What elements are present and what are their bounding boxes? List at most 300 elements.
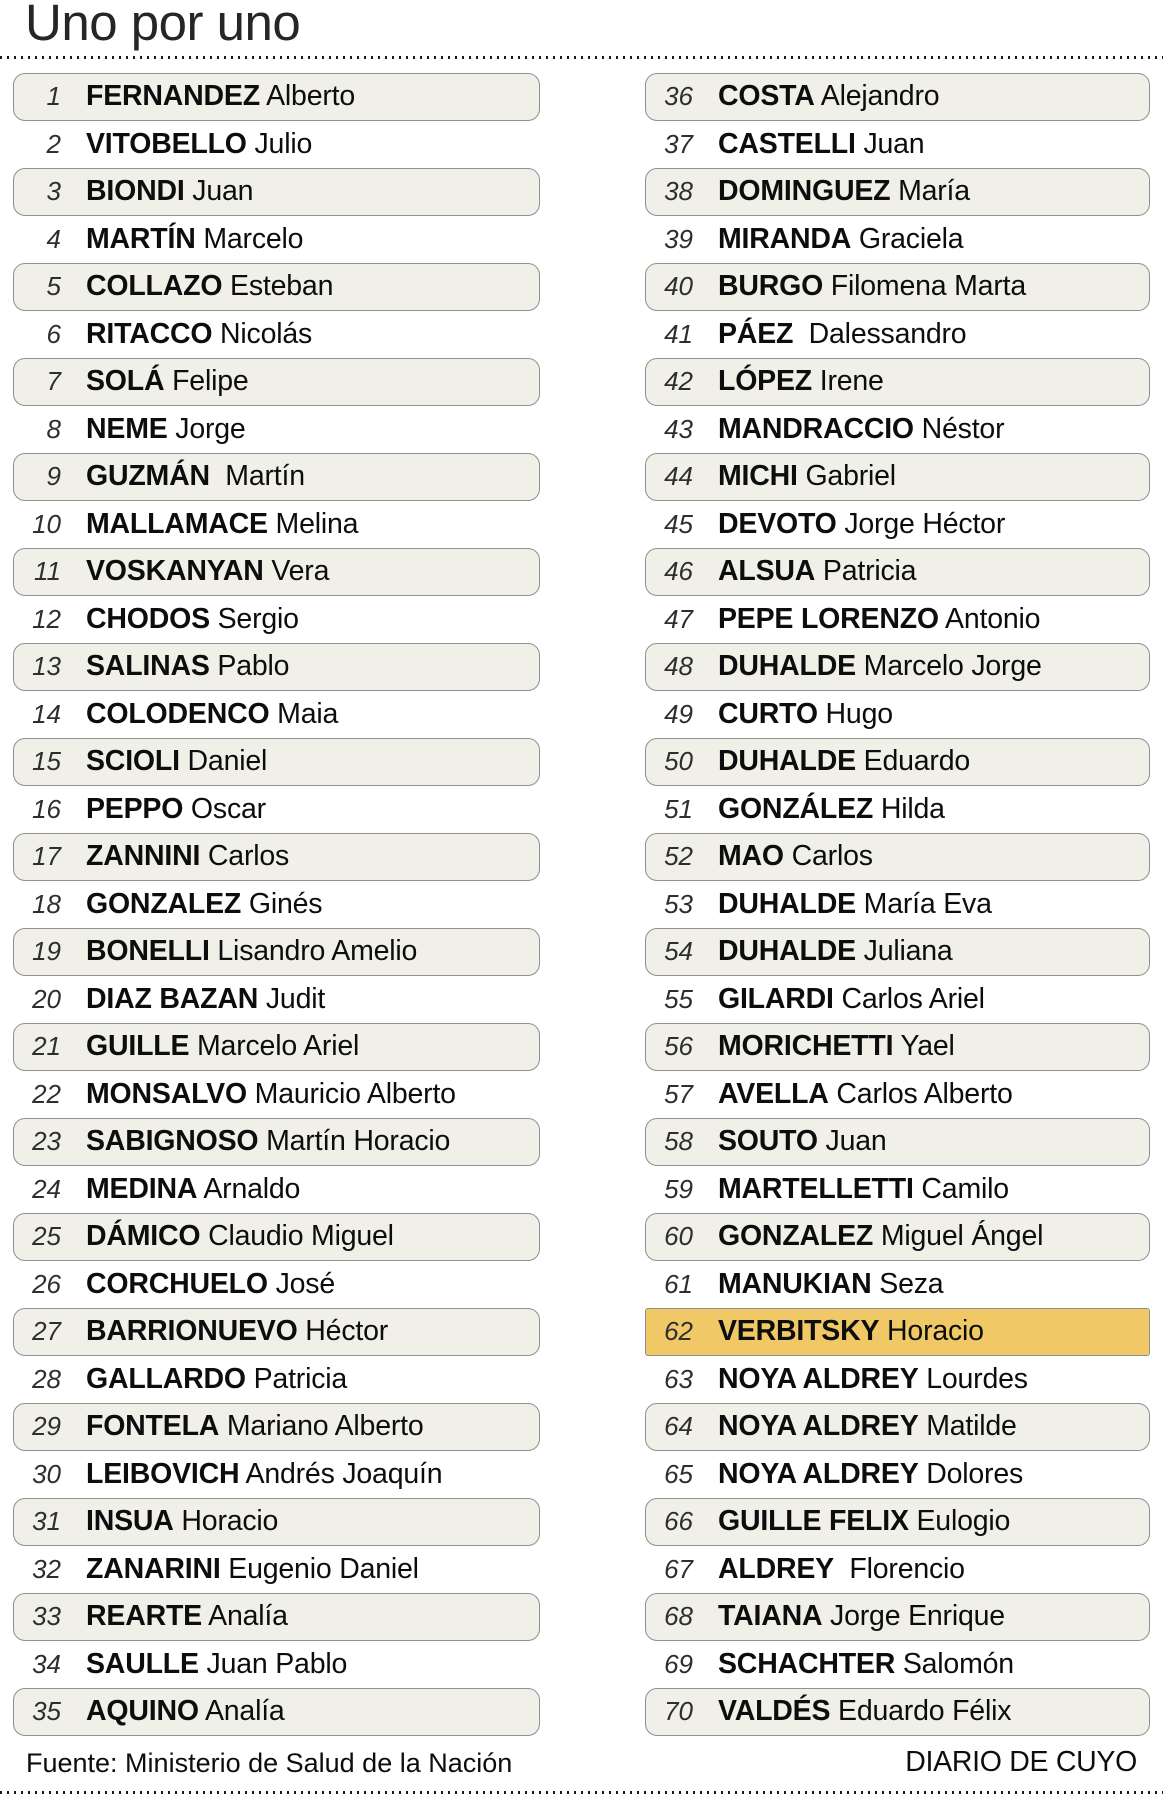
surname: COSTA <box>718 80 815 113</box>
person-name <box>718 935 953 968</box>
person-name <box>86 270 333 303</box>
given-name: Juan <box>817 1125 887 1158</box>
list-item <box>13 548 540 596</box>
rank-number: 40 <box>664 271 693 302</box>
rank-number: 13 <box>32 651 61 682</box>
list-item <box>645 453 1150 501</box>
given-name: Felipe <box>164 365 249 398</box>
surname: NOYA ALDREY <box>718 1410 919 1443</box>
given-name: Patricia <box>815 555 917 588</box>
rank-number: 18 <box>32 888 61 919</box>
list-item <box>645 1071 1150 1119</box>
surname: NOYA ALDREY <box>718 1457 919 1490</box>
given-name: Yael <box>893 1030 955 1063</box>
given-name: María Eva <box>855 887 992 920</box>
list-item <box>645 976 1150 1024</box>
person-name <box>86 1410 424 1443</box>
person-name <box>86 603 299 636</box>
surname: MAO <box>718 840 784 873</box>
rank-number: 1 <box>46 81 61 112</box>
list-item <box>645 1023 1150 1071</box>
person-name <box>718 983 985 1016</box>
list-item <box>13 786 540 834</box>
rank-number: 57 <box>664 1078 693 1109</box>
person-name <box>718 1553 965 1586</box>
surname: MIRANDA <box>718 222 852 255</box>
list-column-left <box>13 73 540 1736</box>
given-name: Graciela <box>851 222 964 255</box>
list-item <box>13 168 540 216</box>
surname: RITACCO <box>86 317 213 350</box>
rank-number: 26 <box>32 1268 61 1299</box>
surname: DÁMICO <box>86 1220 201 1253</box>
surname: GILARDI <box>718 982 834 1015</box>
rank-number: 42 <box>664 366 693 397</box>
list-item <box>645 406 1150 454</box>
given-name: Hugo <box>817 697 893 730</box>
list-item <box>645 1118 1150 1166</box>
surname: GONZALEZ <box>86 887 242 920</box>
list-item <box>13 1688 540 1736</box>
person-name <box>718 888 992 921</box>
rank-number: 59 <box>664 1173 693 1204</box>
list-item <box>645 1213 1150 1261</box>
surname: COLODENCO <box>86 697 270 730</box>
person-name <box>718 223 963 256</box>
rank-number: 15 <box>32 746 61 777</box>
list-item <box>13 1071 540 1119</box>
rank-number: 28 <box>32 1363 61 1394</box>
person-name <box>86 1173 300 1206</box>
given-name: Esteban <box>222 270 334 303</box>
surname: ZANARINI <box>86 1552 221 1585</box>
person-name <box>86 983 325 1016</box>
given-name: Marcelo Ariel <box>189 1030 360 1063</box>
rank-number: 39 <box>664 223 693 254</box>
surname: DUHALDE <box>718 935 856 968</box>
given-name: Ginés <box>241 887 323 920</box>
given-name: Alberto <box>259 80 355 113</box>
given-name: Eduardo <box>855 745 971 778</box>
person-name <box>718 365 884 398</box>
given-name: Juan <box>855 127 925 160</box>
person-name <box>86 555 329 588</box>
list-item <box>645 1356 1150 1404</box>
list-item <box>645 501 1150 549</box>
person-name <box>718 1695 1011 1728</box>
person-name <box>718 1648 1014 1681</box>
surname: GUILLE <box>86 1030 190 1063</box>
person-name <box>718 745 970 778</box>
given-name: Carlos <box>200 840 290 873</box>
list-item <box>13 1166 540 1214</box>
surname: GALLARDO <box>86 1362 246 1395</box>
given-name: Lourdes <box>918 1362 1028 1395</box>
source-credit: Fuente: Ministerio de Salud de la Nación <box>26 1748 513 1778</box>
dotted-rule-bottom <box>0 1791 1163 1794</box>
surname: AVELLA <box>718 1077 829 1110</box>
list-item <box>645 1261 1150 1309</box>
given-name: María <box>890 175 970 208</box>
list-item <box>13 1261 540 1309</box>
rank-number: 23 <box>32 1126 61 1157</box>
given-name: Claudio Miguel <box>200 1220 394 1253</box>
rank-number: 36 <box>664 81 693 112</box>
dotted-rule-top <box>0 56 1163 59</box>
given-name: José <box>267 1267 335 1300</box>
rank-number: 47 <box>664 603 693 634</box>
publisher-credit: DIARIO DE CUYO <box>905 1746 1137 1778</box>
given-name: Marcelo <box>195 222 304 255</box>
surname: NEME <box>86 412 168 445</box>
surname: AQUINO <box>86 1695 199 1728</box>
person-name <box>86 223 303 256</box>
given-name: Filomena Marta <box>823 270 1026 303</box>
list-item <box>13 501 540 549</box>
given-name: Dalessandro <box>793 317 967 350</box>
person-name <box>86 1125 450 1158</box>
person-name <box>718 793 945 826</box>
given-name: Seza <box>871 1267 944 1300</box>
list-item <box>645 691 1150 739</box>
person-name <box>718 1600 1005 1633</box>
list-item <box>645 358 1150 406</box>
list-item <box>645 1641 1150 1689</box>
rank-number: 66 <box>664 1506 693 1537</box>
list-item <box>13 1023 540 1071</box>
surname: MARTÍN <box>86 222 196 255</box>
list-item <box>13 263 540 311</box>
given-name: Vera <box>263 555 330 588</box>
given-name: Juliana <box>855 935 953 968</box>
given-name: Jorge <box>167 412 246 445</box>
rank-number: 6 <box>46 318 61 349</box>
list-item <box>13 1498 540 1546</box>
list-item <box>645 311 1150 359</box>
given-name: Nicolás <box>212 317 313 350</box>
rank-number: 58 <box>664 1126 693 1157</box>
rank-number: 54 <box>664 936 693 967</box>
rank-number: 56 <box>664 1031 693 1062</box>
surname: CASTELLI <box>718 127 856 160</box>
list-item <box>645 121 1150 169</box>
surname: VALDÉS <box>718 1695 831 1728</box>
person-name <box>86 128 312 161</box>
list-item <box>645 168 1150 216</box>
given-name: Melina <box>267 507 359 540</box>
surname: LÓPEZ <box>718 365 813 398</box>
given-name: Carlos <box>783 840 873 873</box>
surname: GUILLE FELIX <box>718 1505 909 1538</box>
list-item <box>13 1403 540 1451</box>
list-item <box>645 73 1150 121</box>
surname: CORCHUELO <box>86 1267 268 1300</box>
surname: SOUTO <box>718 1125 818 1158</box>
list-item <box>13 216 540 264</box>
surname: PEPE LORENZO <box>718 602 939 635</box>
rank-number: 2 <box>46 128 61 159</box>
given-name: Maia <box>269 697 339 730</box>
person-name <box>86 793 266 826</box>
rank-number: 53 <box>664 888 693 919</box>
person-name <box>86 175 253 208</box>
person-name <box>86 80 355 113</box>
given-name: Héctor <box>297 1315 389 1348</box>
given-name: Gabriel <box>797 460 896 493</box>
person-name <box>86 1458 442 1491</box>
given-name: Daniel <box>179 745 268 778</box>
given-name: Eulogio <box>908 1505 1011 1538</box>
surname: CURTO <box>718 697 818 730</box>
given-name: Martín Horacio <box>258 1125 451 1158</box>
rank-number: 9 <box>46 461 61 492</box>
surname: VITOBELLO <box>86 127 247 160</box>
rank-number: 35 <box>32 1696 61 1727</box>
given-name: Horacio <box>879 1315 984 1348</box>
rank-number: 33 <box>32 1601 61 1632</box>
surname: BONELLI <box>86 935 210 968</box>
list-item <box>13 596 540 644</box>
list-item-highlighted <box>645 1308 1150 1356</box>
rank-number: 21 <box>32 1031 61 1062</box>
rank-number: 55 <box>664 983 693 1014</box>
given-name: Salomón <box>895 1647 1014 1680</box>
rank-number: 10 <box>32 508 61 539</box>
person-name <box>86 460 305 493</box>
surname: MARTELLETTI <box>718 1172 914 1205</box>
surname: CHODOS <box>86 602 210 635</box>
given-name: Juan <box>184 175 254 208</box>
list-item <box>645 1166 1150 1214</box>
surname: MANUKIAN <box>718 1267 872 1300</box>
list-item <box>13 643 540 691</box>
given-name: Judit <box>258 982 326 1015</box>
surname: DUHALDE <box>718 745 856 778</box>
list-item <box>13 738 540 786</box>
list-item <box>645 1688 1150 1736</box>
list-item <box>645 1593 1150 1641</box>
surname: ZANNINI <box>86 840 201 873</box>
surname: ALDREY <box>718 1552 834 1585</box>
person-name <box>718 603 1040 636</box>
surname: TAIANA <box>718 1600 823 1633</box>
list-item <box>645 1451 1150 1499</box>
surname: BARRIONUEVO <box>86 1315 298 1348</box>
person-name <box>86 935 417 968</box>
person-name <box>86 413 246 446</box>
person-name <box>718 1458 1023 1491</box>
list-item <box>13 406 540 454</box>
rank-number: 4 <box>46 223 61 254</box>
person-name <box>718 80 939 113</box>
list-item <box>645 643 1150 691</box>
person-name <box>86 1030 359 1063</box>
person-name <box>86 318 312 351</box>
list-item <box>13 453 540 501</box>
person-name <box>86 1553 419 1586</box>
surname: DUHALDE <box>718 887 856 920</box>
list-item <box>645 786 1150 834</box>
given-name: Mariano Alberto <box>219 1410 424 1443</box>
person-name <box>718 508 1005 541</box>
given-name: Eduardo Félix <box>830 1695 1012 1728</box>
list-item <box>13 73 540 121</box>
rank-number: 64 <box>664 1411 693 1442</box>
person-name <box>718 1268 943 1301</box>
given-name: Analía <box>201 1600 288 1633</box>
given-name: Irene <box>812 365 884 398</box>
surname: REARTE <box>86 1600 202 1633</box>
given-name: Néstor <box>913 412 1005 445</box>
list-item <box>13 1118 540 1166</box>
surname: MEDINA <box>86 1172 198 1205</box>
rank-number: 50 <box>664 746 693 777</box>
given-name: Miguel Ángel <box>873 1220 1044 1253</box>
surname: COLLAZO <box>86 270 223 303</box>
person-name <box>718 650 1042 683</box>
surname: NOYA ALDREY <box>718 1362 919 1395</box>
rank-number: 27 <box>32 1316 61 1347</box>
given-name: Lisandro Amelio <box>209 935 418 968</box>
surname: FONTELA <box>86 1410 220 1443</box>
surname: VOSKANYAN <box>86 555 264 588</box>
given-name: Martín <box>209 460 305 493</box>
rank-number: 60 <box>664 1221 693 1252</box>
rank-number: 30 <box>32 1458 61 1489</box>
list-item <box>645 1403 1150 1451</box>
person-name <box>718 460 896 493</box>
rank-number: 20 <box>32 983 61 1014</box>
list-item <box>13 928 540 976</box>
given-name: Sergio <box>209 602 299 635</box>
person-name <box>718 128 924 161</box>
surname: VERBITSKY <box>718 1315 880 1348</box>
person-name <box>86 698 338 731</box>
list-item <box>13 976 540 1024</box>
given-name: Camilo <box>913 1172 1009 1205</box>
surname: GUZMÁN <box>86 460 210 493</box>
person-name <box>718 1410 1017 1443</box>
given-name: Mauricio Alberto <box>246 1077 456 1110</box>
person-name <box>718 1505 1010 1538</box>
rank-number: 14 <box>32 698 61 729</box>
person-name <box>718 1220 1043 1253</box>
surname: DIAZ BAZAN <box>86 982 259 1015</box>
list-item <box>645 928 1150 976</box>
person-name <box>86 650 289 683</box>
rank-number: 63 <box>664 1363 693 1394</box>
person-name <box>86 1078 456 1111</box>
person-name <box>718 318 966 351</box>
surname: INSUA <box>86 1505 174 1538</box>
given-name: Pablo <box>209 650 290 683</box>
list-item <box>13 1308 540 1356</box>
rank-number: 48 <box>664 651 693 682</box>
given-name: Andrés Joaquín <box>239 1457 443 1490</box>
given-name: Oscar <box>183 792 266 825</box>
list-item <box>13 311 540 359</box>
person-name <box>86 1220 394 1253</box>
list-item <box>645 263 1150 311</box>
person-name <box>718 1173 1009 1206</box>
list-item <box>645 596 1150 644</box>
rank-number: 61 <box>664 1268 693 1299</box>
surname: GONZALEZ <box>718 1220 874 1253</box>
given-name: Hilda <box>873 792 945 825</box>
rank-number: 38 <box>664 176 693 207</box>
rank-number: 31 <box>32 1506 61 1537</box>
rank-number: 34 <box>32 1648 61 1679</box>
list-item <box>645 881 1150 929</box>
given-name: Jorge Enrique <box>822 1600 1005 1633</box>
rank-number: 41 <box>664 318 693 349</box>
person-name <box>718 840 873 873</box>
given-name: Jorge Héctor <box>836 507 1006 540</box>
rank-number: 19 <box>32 936 61 967</box>
person-name <box>86 1600 288 1633</box>
rank-number: 25 <box>32 1221 61 1252</box>
rank-number: 16 <box>32 793 61 824</box>
given-name: Eugenio Daniel <box>220 1552 419 1585</box>
surname: PÁEZ <box>718 317 794 350</box>
list-item <box>645 1498 1150 1546</box>
surname: MONSALVO <box>86 1077 247 1110</box>
list-item <box>13 1451 540 1499</box>
rank-number: 65 <box>664 1458 693 1489</box>
person-name <box>86 888 322 921</box>
surname: SALINAS <box>86 650 210 683</box>
surname: DUHALDE <box>718 650 856 683</box>
rank-number: 24 <box>32 1173 61 1204</box>
surname: MORICHETTI <box>718 1030 894 1063</box>
person-name <box>718 270 1026 303</box>
surname: SOLÁ <box>86 365 165 398</box>
rank-number: 46 <box>664 556 693 587</box>
surname: BIONDI <box>86 175 185 208</box>
surname: BURGO <box>718 270 824 303</box>
surname: DOMINGUEZ <box>718 175 891 208</box>
surname: SCHACHTER <box>718 1647 896 1680</box>
name-list <box>13 73 1150 1736</box>
rank-number: 52 <box>664 841 693 872</box>
given-name: Matilde <box>918 1410 1017 1443</box>
list-item <box>645 548 1150 596</box>
given-name: Arnaldo <box>197 1172 301 1205</box>
surname: LEIBOVICH <box>86 1457 240 1490</box>
rank-number: 29 <box>32 1411 61 1442</box>
list-item <box>13 358 540 406</box>
list-item <box>13 1546 540 1594</box>
given-name: Horacio <box>173 1505 279 1538</box>
rank-number: 68 <box>664 1601 693 1632</box>
person-name <box>718 555 916 588</box>
list-item <box>13 833 540 881</box>
person-name <box>718 175 970 208</box>
rank-number: 43 <box>664 413 693 444</box>
person-name <box>86 508 358 541</box>
rank-number: 7 <box>46 366 61 397</box>
rank-number: 3 <box>46 176 61 207</box>
rank-number: 67 <box>664 1553 693 1584</box>
given-name: Patricia <box>245 1362 348 1395</box>
person-name <box>86 365 249 398</box>
surname: SCIOLI <box>86 745 180 778</box>
given-name: Alejandro <box>814 80 940 113</box>
surname: DEVOTO <box>718 507 837 540</box>
person-name <box>718 1125 887 1158</box>
rank-number: 45 <box>664 508 693 539</box>
given-name: Florencio <box>833 1552 965 1585</box>
